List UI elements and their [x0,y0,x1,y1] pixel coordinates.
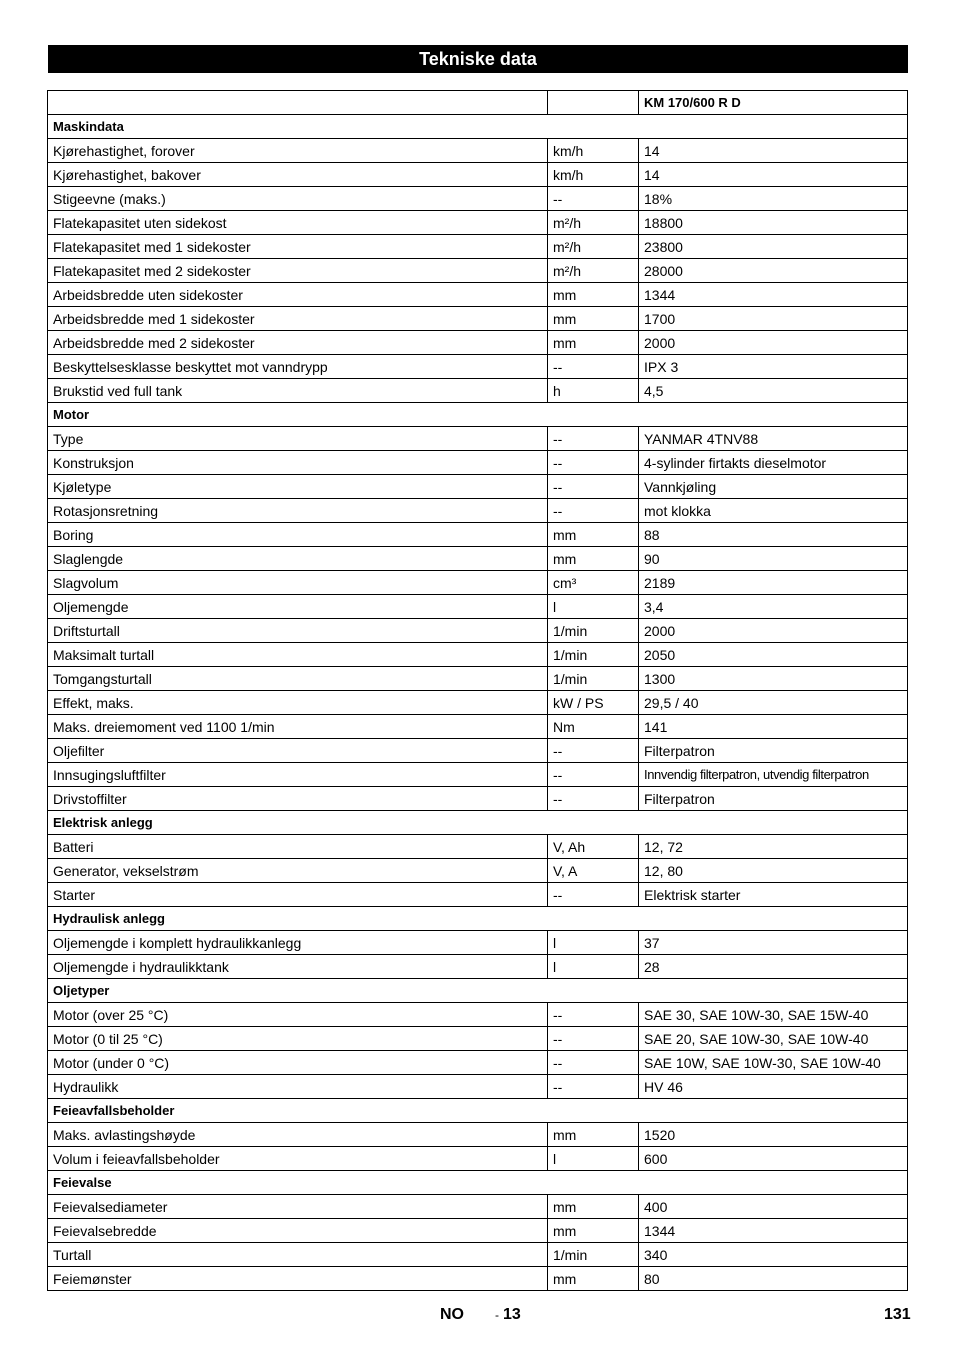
row-unit: -- [548,355,639,379]
row-value: 1520 [639,1123,908,1147]
table-row [48,1075,908,1099]
row-label: Turtall [48,1243,548,1267]
table-row [48,355,908,379]
row-label: Feievalsediameter [48,1195,548,1219]
page-title [48,45,908,73]
section-title: Feievalse [48,1171,908,1195]
table-row [48,283,908,307]
row-unit: -- [548,1027,639,1051]
row-unit: mm [548,307,639,331]
table-row [48,1003,908,1027]
section-title: Elektrisk anlegg [48,811,908,835]
row-label: Feievalsebredde [48,1219,548,1243]
section-row [48,1171,908,1195]
row-value: 2000 [639,331,908,355]
row-label: Rotasjonsretning [48,499,548,523]
row-label: Arbeidsbredde uten sidekoster [48,283,548,307]
table-row [48,595,908,619]
footer-page-number: 13 [503,1306,521,1323]
footer-document-page: 131 [884,1306,911,1323]
footer-dash: - [495,1308,499,1322]
row-value: 88 [639,523,908,547]
row-unit: -- [548,883,639,907]
table-row [48,787,908,811]
row-unit: mm [548,1219,639,1243]
section-row [48,811,908,835]
row-label: Oljemengde [48,595,548,619]
row-value: 37 [639,931,908,955]
table-row [48,1123,908,1147]
row-label: Flatekapasitet uten sidekost [48,211,548,235]
row-unit: l [548,931,639,955]
header-unit-cell [548,91,639,115]
row-unit: mm [548,1195,639,1219]
section-title: Motor [48,403,908,427]
row-label: Kjørehastighet, forover [48,139,548,163]
section-row [48,1099,908,1123]
row-value: Elektrisk starter [639,883,908,907]
row-value: 400 [639,1195,908,1219]
section-title: Maskindata [48,115,908,139]
row-value: 23800 [639,235,908,259]
row-value: 18800 [639,211,908,235]
row-value: 18% [639,187,908,211]
row-unit: mm [548,1123,639,1147]
table-row [48,571,908,595]
row-value: 2000 [639,619,908,643]
table-row [48,307,908,331]
table-row [48,859,908,883]
row-label: Drivstoffilter [48,787,548,811]
row-value: Filterpatron [639,787,908,811]
row-value: 4,5 [639,379,908,403]
row-label: Maks. avlastingshøyde [48,1123,548,1147]
row-unit: 1/min [548,667,639,691]
row-unit: -- [548,787,639,811]
row-value: Innvendig filterpatron, utvendig filterpatron [639,763,908,787]
row-unit: h [548,379,639,403]
row-label: Konstruksjon [48,451,548,475]
row-unit: -- [548,1051,639,1075]
table-row [48,667,908,691]
row-unit: -- [548,739,639,763]
table-row [48,643,908,667]
row-value: SAE 30, SAE 10W-30, SAE 15W-40 [639,1003,908,1027]
table-row [48,139,908,163]
row-label: Driftsturtall [48,619,548,643]
table-row [48,499,908,523]
row-value: 14 [639,163,908,187]
row-unit: -- [548,475,639,499]
table-row [48,1195,908,1219]
table-row [48,259,908,283]
row-value: 1700 [639,307,908,331]
row-label: Oljefilter [48,739,548,763]
row-label: Starter [48,883,548,907]
section-title: Hydraulisk anlegg [48,907,908,931]
section-title: Oljetyper [48,979,908,1003]
row-label: Maksimalt turtall [48,643,548,667]
row-value: SAE 10W, SAE 10W-30, SAE 10W-40 [639,1051,908,1075]
row-label: Flatekapasitet med 2 sidekoster [48,259,548,283]
row-label: Kjøletype [48,475,548,499]
table-row [48,427,908,451]
row-label: Motor (over 25 °C) [48,1003,548,1027]
row-unit: V, Ah [548,835,639,859]
row-label: Batteri [48,835,548,859]
table-row [48,379,908,403]
row-label: Beskyttelsesklasse beskyttet mot vanndrypp [48,355,548,379]
row-label: Slagvolum [48,571,548,595]
row-label: Maks. dreiemoment ved 1100 1/min [48,715,548,739]
footer-page [495,1306,521,1324]
row-label: Flatekapasitet med 1 sidekoster [48,235,548,259]
row-label: Brukstid ved full tank [48,379,548,403]
row-unit: mm [548,331,639,355]
table-row [48,691,908,715]
row-unit: -- [548,1075,639,1099]
row-unit: 1/min [548,1243,639,1267]
table-row [48,475,908,499]
row-unit: -- [548,1003,639,1027]
table-row [48,187,908,211]
row-unit: kW / PS [548,691,639,715]
table-header-row [48,91,908,115]
row-value: 2050 [639,643,908,667]
table-row [48,331,908,355]
row-value: Vannkjøling [639,475,908,499]
row-value: mot klokka [639,499,908,523]
table-row [48,523,908,547]
row-unit: m²/h [548,211,639,235]
table-row [48,883,908,907]
section-title: Feieavfallsbeholder [48,1099,908,1123]
row-label: Slaglengde [48,547,548,571]
row-unit: l [548,1147,639,1171]
row-label: Motor (0 til 25 °C) [48,1027,548,1051]
row-value: IPX 3 [639,355,908,379]
row-label: Feiemønster [48,1267,548,1291]
row-unit: -- [548,451,639,475]
row-unit: m²/h [548,259,639,283]
row-unit: 1/min [548,643,639,667]
row-unit: l [548,955,639,979]
row-unit: V, A [548,859,639,883]
row-label: Volum i feieavfallsbeholder [48,1147,548,1171]
row-value: 1344 [639,283,908,307]
row-value: 12, 72 [639,835,908,859]
row-label: Arbeidsbredde med 1 sidekoster [48,307,548,331]
technical-data-table [47,90,908,1291]
table-row [48,715,908,739]
row-label: Boring [48,523,548,547]
row-unit: mm [548,1267,639,1291]
row-label: Arbeidsbredde med 2 sidekoster [48,331,548,355]
table-row [48,1147,908,1171]
row-value: 80 [639,1267,908,1291]
header-label-cell [48,91,548,115]
table-row [48,931,908,955]
row-label: Type [48,427,548,451]
row-value: HV 46 [639,1075,908,1099]
row-value: 141 [639,715,908,739]
row-label: Stigeevne (maks.) [48,187,548,211]
section-row [48,115,908,139]
row-label: Motor (under 0 °C) [48,1051,548,1075]
row-unit: -- [548,187,639,211]
row-value: 4-sylinder firtakts dieselmotor [639,451,908,475]
table-row [48,1243,908,1267]
table-row [48,1027,908,1051]
row-value: 2189 [639,571,908,595]
table-row [48,1051,908,1075]
row-value: 1344 [639,1219,908,1243]
table-row [48,1219,908,1243]
row-value: 14 [639,139,908,163]
row-unit: mm [548,283,639,307]
row-value: 1300 [639,667,908,691]
row-label: Oljemengde i hydraulikktank [48,955,548,979]
row-label: Effekt, maks. [48,691,548,715]
row-value: 3,4 [639,595,908,619]
row-value: Filterpatron [639,739,908,763]
row-unit: m²/h [548,235,639,259]
header-model-cell: KM 170/600 R D [639,91,908,115]
row-unit: -- [548,763,639,787]
row-unit: 1/min [548,619,639,643]
row-value: YANMAR 4TNV88 [639,427,908,451]
table-row [48,763,908,787]
row-label: Tomgangsturtall [48,667,548,691]
row-value: 12, 80 [639,859,908,883]
row-value: 90 [639,547,908,571]
row-unit: mm [548,523,639,547]
row-value: SAE 20, SAE 10W-30, SAE 10W-40 [639,1027,908,1051]
row-value: 29,5 / 40 [639,691,908,715]
table-row [48,211,908,235]
row-unit: Nm [548,715,639,739]
row-label: Innsugingsluftfilter [48,763,548,787]
table-row [48,235,908,259]
row-value: 28 [639,955,908,979]
table-row [48,451,908,475]
row-value: 600 [639,1147,908,1171]
row-unit: -- [548,427,639,451]
footer-language: NO [440,1306,464,1323]
table-row [48,547,908,571]
row-value: 340 [639,1243,908,1267]
row-unit: l [548,595,639,619]
section-row [48,403,908,427]
section-row [48,979,908,1003]
row-unit: cm³ [548,571,639,595]
table-row [48,163,908,187]
row-unit: mm [548,547,639,571]
table-row [48,1267,908,1291]
row-unit: km/h [548,163,639,187]
table-row [48,955,908,979]
row-value: 28000 [639,259,908,283]
row-label: Oljemengde i komplett hydraulikkanlegg [48,931,548,955]
row-label: Kjørehastighet, bakover [48,163,548,187]
row-unit: km/h [548,139,639,163]
row-label: Hydraulikk [48,1075,548,1099]
section-row [48,907,908,931]
table-row [48,619,908,643]
row-unit: -- [548,499,639,523]
row-label: Generator, vekselstrøm [48,859,548,883]
table-row [48,835,908,859]
table-row [48,739,908,763]
page-title-text: Tekniske data [419,48,537,69]
